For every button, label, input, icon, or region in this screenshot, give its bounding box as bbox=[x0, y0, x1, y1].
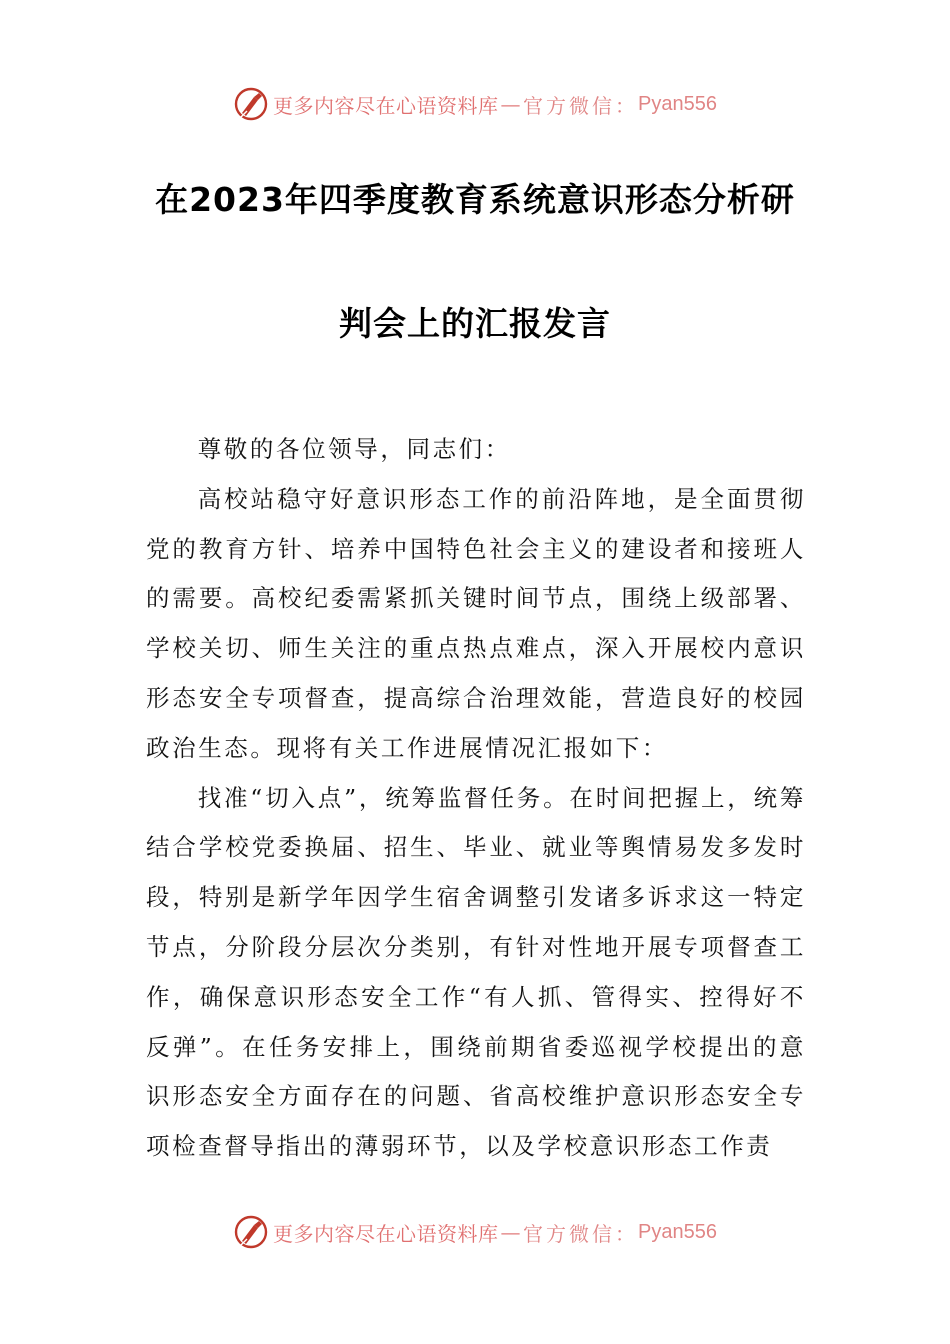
banner-site-text: 更多内容尽在心语资料库 bbox=[273, 93, 499, 118]
document-title-line-1: 在2023年四季度教育系统意识形态分析研 bbox=[155, 180, 795, 219]
banner-wechat-id: Pyan556 bbox=[638, 1220, 717, 1243]
paragraph-2: 找准“切入点”，统筹监督任务。在时间把握上，统筹结合学校党委换届、招生、毕业、就业等舆情易发多发时段，特别是新学年因学生宿舍调整引发诸多诉求这一特定节点，分阶段分层次分类别，有针对性地开展专项督查工作，确保意识形态安全工作“有人抓、管得实、控得好不反弹”。在任务安排上，围绕前期省委巡视学校提出的意识形态安全方面存在的问题、省高校维护意识形态安全专项检查督导指出的薄弱环节，以及学校意识形态工作责 bbox=[146, 783, 806, 1161]
banner-site-text: 更多内容尽在心语资料库 bbox=[273, 1221, 499, 1246]
header-watermark-banner bbox=[0, 84, 950, 124]
footer-watermark-banner bbox=[0, 1212, 950, 1252]
banner-dash: — bbox=[500, 1220, 522, 1244]
pen-nib-logo-icon bbox=[233, 1214, 269, 1250]
pen-nib-logo-icon bbox=[233, 86, 269, 122]
banner-wechat-label: 官方微信： bbox=[523, 93, 639, 118]
paragraph-1: 高校站稳守好意识形态工作的前沿阵地，是全面贯彻党的教育方针、培养中国特色社会主义的建设者和接班人的需要。高校纪委需紧抓关键时间节点，围绕上级部署、学校关切、师生关注的重点热点难点，深入开展校内意识形态安全专项督查，提高综合治理效能，营造良好的校园政治生态。现将有关工作进展情况汇报如下： bbox=[146, 484, 806, 762]
document-body bbox=[146, 425, 806, 1172]
salutation: 尊敬的各位领导，同志们： bbox=[197, 435, 511, 463]
document-title-line-2: 判会上的汇报发言 bbox=[339, 304, 611, 343]
banner-wechat-id: Pyan556 bbox=[638, 92, 717, 115]
banner-dash: — bbox=[500, 92, 522, 116]
banner-wechat-label: 官方微信： bbox=[523, 1221, 639, 1246]
